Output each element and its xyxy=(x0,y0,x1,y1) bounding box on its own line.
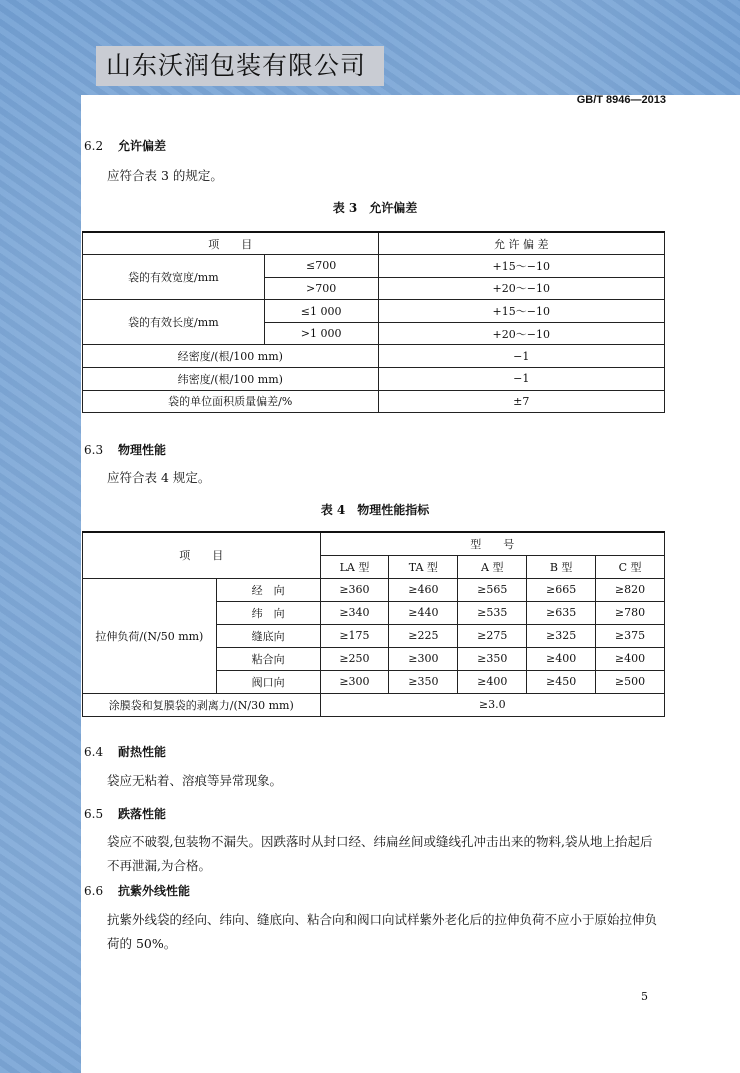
table4-header-item: 项 目 xyxy=(83,532,321,578)
section-number: 6.4 xyxy=(84,745,104,759)
section-text-6-5: 袋应不破裂,包装物不漏失。因跌落时从封口经、纬扁丝间或缝线孔冲击出来的物料,袋从地上抬起后不再泄漏,为合格。 xyxy=(107,834,653,873)
table4-value: ≥780 xyxy=(596,601,665,624)
table4-value: ≥400 xyxy=(527,647,596,670)
standard-code: GB/T 8946—2013 xyxy=(576,94,666,106)
table4-peel-label: 涂膜袋和复膜袋的剥离力/(N/30 mm) xyxy=(83,693,321,716)
table3-row-label: 经密度/(根/100 mm) xyxy=(83,345,379,368)
table4-value: ≥175 xyxy=(320,624,389,647)
section-number: 6.3 xyxy=(84,443,104,457)
table3-length-label: 袋的有效长度/mm xyxy=(83,300,265,345)
table-4 xyxy=(82,531,665,717)
section-title: 耐热性能 xyxy=(118,745,167,759)
table3-caption: 表 3 允许偏差 xyxy=(332,201,418,215)
table4-value: ≥300 xyxy=(320,670,389,693)
page-number: 5 xyxy=(641,990,648,1003)
table4-value: ≥635 xyxy=(527,601,596,624)
section-heading-6-6 xyxy=(84,882,190,899)
section-text-6-6: 抗紫外线袋的经向、纬向、缝底向、粘合向和阀口向试样紫外老化后的拉伸负荷不应小于原始拉伸负荷的 50%。 xyxy=(107,912,658,951)
table4-direction: 阀口向 xyxy=(216,670,320,693)
table4-value: ≥325 xyxy=(527,624,596,647)
table4-value: ≥360 xyxy=(320,578,389,601)
table4-value: ≥275 xyxy=(458,624,527,647)
table3-width-label: 袋的有效宽度/mm xyxy=(83,255,265,300)
table4-value: ≥535 xyxy=(458,601,527,624)
table3-row-label: 纬密度/(根/100 mm) xyxy=(83,368,379,391)
table4-value: ≥375 xyxy=(596,624,665,647)
table3-header-value: 允 许 偏 差 xyxy=(378,232,664,255)
section-text-6-3: 应符合表 4 规定。 xyxy=(107,470,211,485)
table4-group-label: 拉伸负荷/(N/50 mm) xyxy=(83,578,217,693)
table4-value: ≥665 xyxy=(527,578,596,601)
table4-value: ≥400 xyxy=(458,670,527,693)
table4-peel-value: ≥3.0 xyxy=(320,693,664,716)
section-heading-6-5 xyxy=(84,805,166,822)
table4-direction: 纬 向 xyxy=(216,601,320,624)
section-heading-6-4 xyxy=(84,743,166,760)
table3-cond: >1 000 xyxy=(264,322,378,345)
company-watermark: 山东沃润包装有限公司 xyxy=(96,46,384,86)
table4-value: ≥820 xyxy=(596,578,665,601)
table4-value: ≥500 xyxy=(596,670,665,693)
section-text-6-4: 袋应无粘着、溶痕等异常现象。 xyxy=(107,773,283,788)
table4-caption: 表 4 物理性能指标 xyxy=(320,503,430,517)
table3-row-label: 袋的单位面积质量偏差/% xyxy=(83,390,379,413)
table4-value: ≥350 xyxy=(389,670,458,693)
table4-value: ≥450 xyxy=(527,670,596,693)
table4-value: ≥460 xyxy=(389,578,458,601)
table4-value: ≥350 xyxy=(458,647,527,670)
table4-type-header: LA 型 xyxy=(320,555,389,578)
table4-value: ≥250 xyxy=(320,647,389,670)
table4-direction: 粘合向 xyxy=(216,647,320,670)
table4-header-type: 型 号 xyxy=(320,532,664,555)
table4-type-header: C 型 xyxy=(596,555,665,578)
section-number: 6.2 xyxy=(84,139,104,153)
table4-type-header: A 型 xyxy=(458,555,527,578)
table4-value: ≥400 xyxy=(596,647,665,670)
table-3 xyxy=(82,231,665,413)
table3-value: −1 xyxy=(378,345,664,368)
table3-value: +20～−10 xyxy=(378,322,664,345)
section-title: 抗紫外线性能 xyxy=(118,884,191,898)
table4-value: ≥440 xyxy=(389,601,458,624)
table4-type-header: TA 型 xyxy=(389,555,458,578)
section-heading-6-3 xyxy=(84,441,166,458)
table3-cond: ≤700 xyxy=(264,255,378,278)
table4-value: ≥225 xyxy=(389,624,458,647)
section-title: 物理性能 xyxy=(118,443,167,457)
section-number: 6.6 xyxy=(84,884,104,898)
section-title: 允许偏差 xyxy=(118,139,167,153)
table3-value: +15～−10 xyxy=(378,255,664,278)
table4-value: ≥340 xyxy=(320,601,389,624)
table4-type-header: B 型 xyxy=(527,555,596,578)
table4-direction: 经 向 xyxy=(216,578,320,601)
table3-value: +20～−10 xyxy=(378,277,664,300)
table3-value: +15～−10 xyxy=(378,300,664,323)
section-text-6-2: 应符合表 3 的规定。 xyxy=(107,168,223,183)
table3-header-item: 项 目 xyxy=(83,232,379,255)
section-title: 跌落性能 xyxy=(118,807,167,821)
section-heading-6-2 xyxy=(84,137,166,154)
section-number: 6.5 xyxy=(84,807,104,821)
table3-value: −1 xyxy=(378,368,664,391)
table4-direction: 缝底向 xyxy=(216,624,320,647)
table3-value: ±7 xyxy=(378,390,664,413)
table4-value: ≥300 xyxy=(389,647,458,670)
table3-cond: ≤1 000 xyxy=(264,300,378,323)
table4-value: ≥565 xyxy=(458,578,527,601)
table3-cond: >700 xyxy=(264,277,378,300)
